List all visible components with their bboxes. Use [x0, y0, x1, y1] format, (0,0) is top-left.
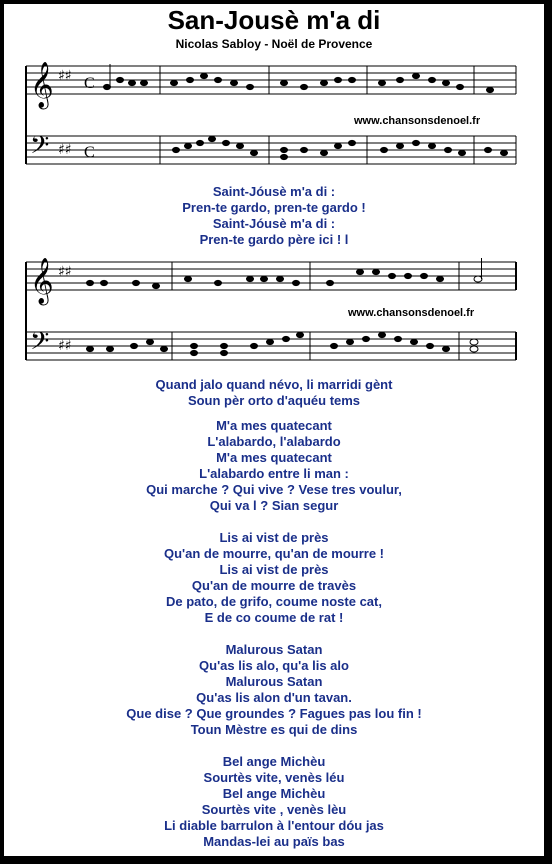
verse-line: Sourtès vite, venès léu	[203, 770, 345, 785]
song-subtitle: Nicolas Sabloy - Noël de Provence	[175, 37, 373, 51]
key-signature-icon: ♯♯	[58, 264, 72, 280]
treble-notes	[87, 258, 483, 289]
watermark-1: www.chansonsdenoel.fr	[354, 115, 481, 127]
refrain-line: Pren-te gardo père ici ! l	[199, 232, 349, 247]
sheet-music-1	[4, 58, 544, 183]
verse-5	[4, 754, 544, 850]
bass-notes	[173, 136, 508, 159]
verse-line: Qu'as lis alon d'un tavan.	[196, 690, 352, 705]
key-signature-bass-icon: ♯♯	[58, 338, 72, 354]
verse-line: Qu'as lis alo, qu'a lis alo	[199, 658, 349, 673]
verse-line: Quand jalo quand névo, li marridi gènt	[155, 377, 393, 392]
verse-line: Malurous Satan	[225, 642, 323, 657]
bass-staff	[26, 136, 516, 164]
verse-line: L'alabardo, l'alabardo	[207, 434, 341, 449]
refrain-line: Saint-Jóusè m'a di :	[212, 216, 336, 231]
refrain-line: Saint-Jóusè m'a di :	[212, 184, 336, 199]
score-system-2	[4, 254, 544, 374]
refrain-line: Pren-te gardo, pren-te gardo !	[182, 200, 366, 215]
verse-line: Soun pèr orto d'aquéu tems	[187, 393, 361, 408]
verse-line: Que dise ? Que groundes ? Fagues pas lou fin !	[126, 706, 422, 721]
verse-line: M'a mes quatecant	[216, 418, 332, 433]
verse-1	[4, 377, 544, 409]
sheet-music-2	[4, 254, 544, 374]
bass-clef-icon: 𝄢	[30, 131, 50, 166]
bass-notes	[87, 332, 479, 355]
verse-3	[4, 530, 544, 626]
verse-4	[4, 642, 544, 738]
verse-line: Qu'an de mourre de travès	[191, 578, 357, 593]
song-title: San-Jousè m'a di	[167, 5, 381, 35]
key-signature-icon: ♯♯	[58, 68, 72, 84]
verse-line: Li diable barrulon à l'entour dóu jas	[164, 818, 384, 833]
watermark-2: www.chansonsdenoel.fr	[348, 307, 475, 319]
bass-clef-icon: 𝄢	[30, 327, 50, 362]
verse-line: Qu'an de mourre, qu'an de mourre !	[164, 546, 384, 561]
verse-2	[4, 418, 544, 514]
verse-line: Malurous Satan	[225, 674, 323, 689]
treble-staff	[26, 66, 516, 94]
time-signature-icon: C	[84, 75, 95, 92]
verse-line: E de co coume de rat !	[204, 610, 344, 625]
verse-line: De pato, de grifo, coume noste cat,	[166, 594, 382, 609]
verse-line: Toun Mèstre es qui de dins	[190, 722, 358, 737]
treble-clef-icon: 𝄞	[30, 62, 54, 108]
song-sheet	[4, 4, 544, 856]
score-system-1	[4, 58, 544, 183]
treble-notes	[104, 64, 494, 93]
verse-line: Lis ai vist de près	[219, 530, 329, 545]
verse-line: Sourtès vite , venès lèu	[201, 802, 347, 817]
treble-staff	[26, 262, 516, 290]
verse-line: M'a mes quatecant	[216, 450, 332, 465]
verse-line: Qui marche ? Qui vive ? Vese tres voulur,	[146, 482, 402, 497]
refrain	[4, 184, 544, 248]
verse-line: Bel ange Michèu	[222, 754, 326, 769]
verse-line: Qui va l ? Sian segur	[209, 498, 339, 513]
verse-line: Mandas-lei au païs bas	[203, 834, 345, 849]
verse-line: Lis ai vist de près	[219, 562, 329, 577]
treble-clef-icon: 𝄞	[30, 258, 54, 304]
key-signature-bass-icon: ♯♯	[58, 142, 72, 158]
verse-line: Bel ange Michèu	[222, 786, 326, 801]
time-signature-bass-icon: C	[84, 144, 95, 161]
bass-staff	[26, 332, 516, 360]
verse-line: L'alabardo entre li man :	[199, 466, 349, 481]
